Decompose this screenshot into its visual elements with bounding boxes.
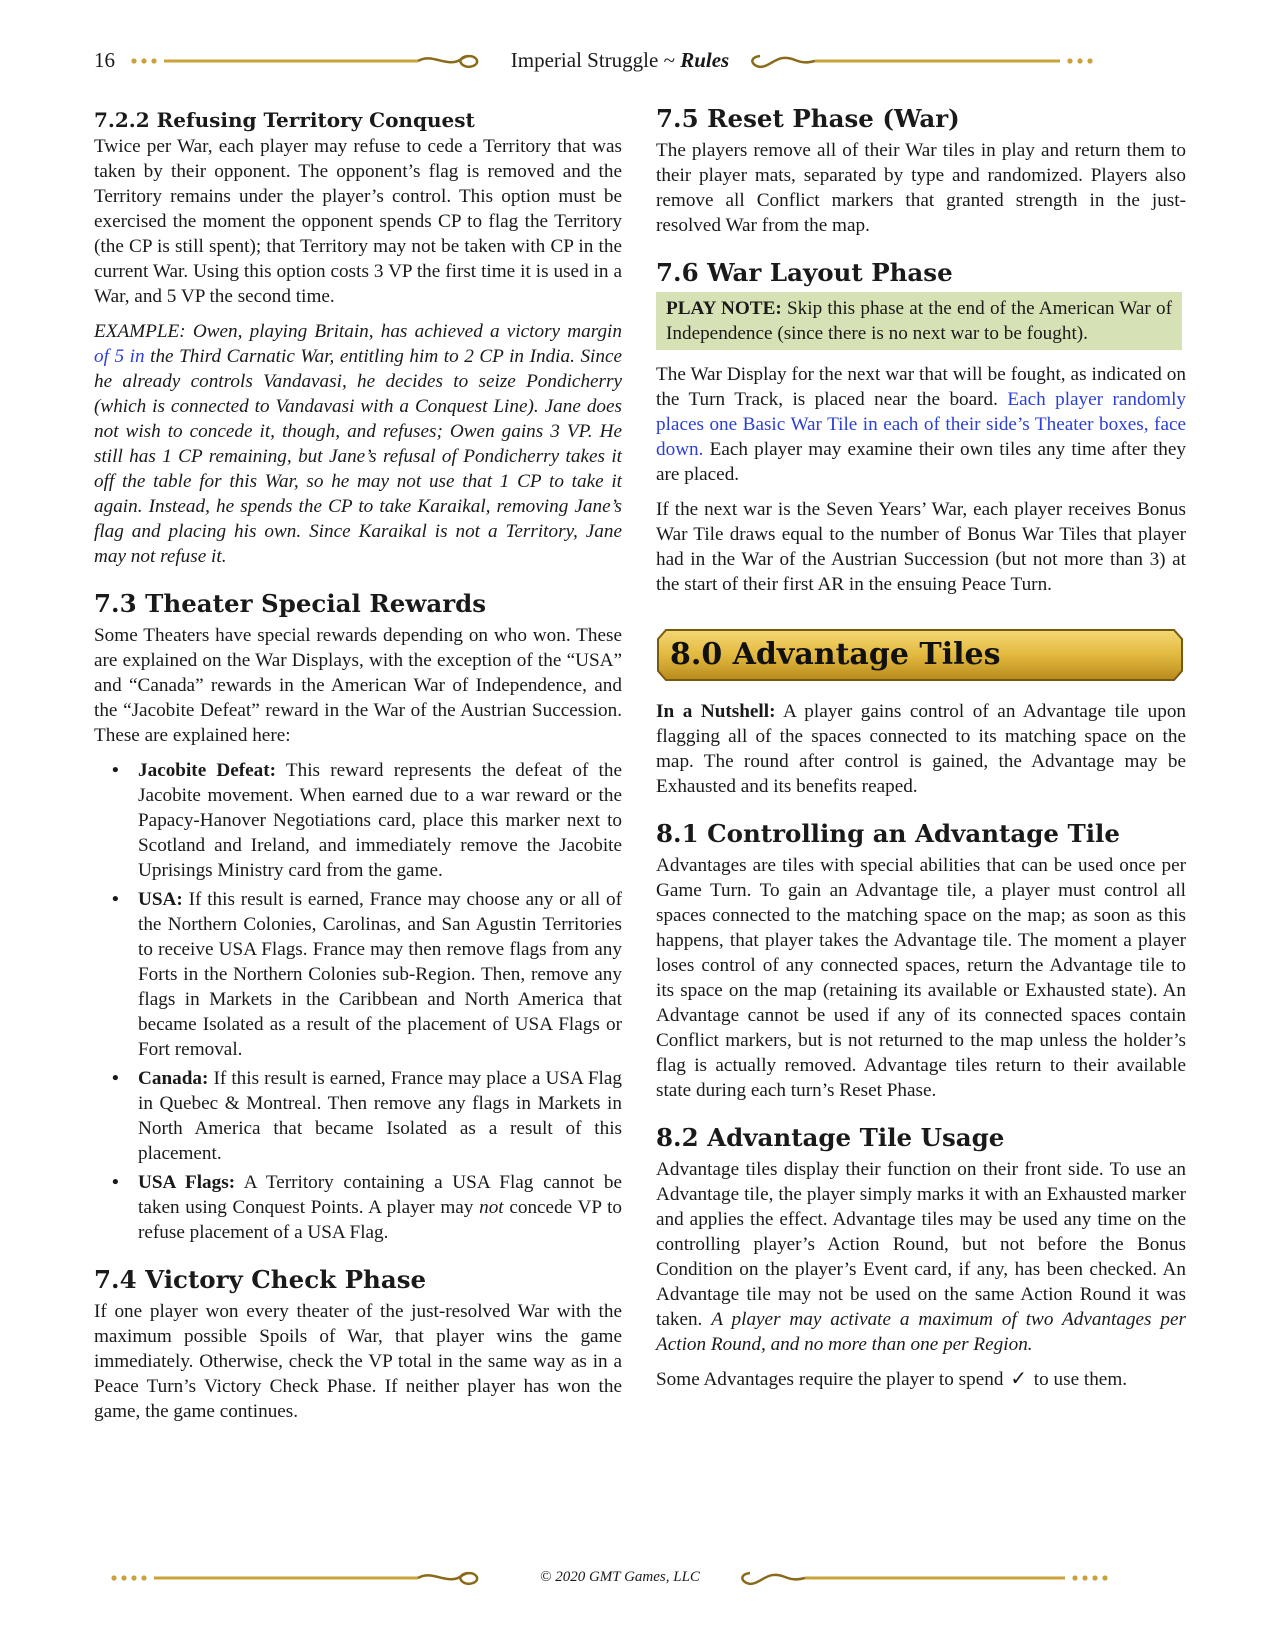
nutshell-text: A player gains control of an Advantage tile upon flagging all of the spaces connected to its matching space on the map. The round after control is gained, the Advantage may be Exhausted and its benefits reaped. (656, 701, 1187, 797)
bullet-dot: • (112, 1068, 119, 1089)
bullet-text-tail: concede VP to refuse placement of a USA Flag. (138, 1197, 622, 1243)
bullet-text: A Territory containing a USA Flag cannot be taken using Conquest Points. A player may (138, 1172, 623, 1218)
bullet-emphasis: not (479, 1197, 504, 1218)
section-7-6-paragraph-2: If the next war is the Seven Years’ War, each player receives Bonus War Tile draws equal to the number of Bonus War Tiles that player had in the War of the Austrian Succession (but not more than 3) at the start of their first AR in the ensuing Peace Turn. (656, 499, 1186, 595)
spend-text-b: to use them. (1028, 1369, 1128, 1390)
nutshell-label: In a Nutshell: (656, 701, 776, 722)
layout-highlight: Each player randomly places one Basic War Tile in each of their side’s Theater boxes, face down. (656, 389, 1186, 460)
section-7-3-body: Some Theaters have special rewards depending on who won. These are explained on the War Displays, with the exception of the “USA” and “Canada” rewards in the American War of Independence, and the “Jacobite Defeat” reward in the War of the Austrian Succession. These are explained here: (94, 625, 622, 746)
list-item (94, 758, 622, 883)
bullet-term: USA: (138, 889, 183, 910)
page-header (90, 40, 1150, 80)
play-note (666, 296, 1172, 346)
section-8-1-body: Advantages are tiles with special abilities that can be used once per Game Turn. To gain an Advantage tile, a player must control all spaces connected to the matching space on the map; as soon as this happens, that player takes the Advantage tile. The moment a player loses control of any connected spaces, return the Advantage tile to its space on the map (retaining its available or Exhausted state). An Advantage cannot be used if any of its connected spaces contain Conflict markers, but is not returned to the map unless the holder’s flag is actually removed. Advantage tiles return to their available state during each turn’s Reset Phase. (656, 855, 1186, 1101)
layout-text-b: Each player may examine their own tiles any time after they are placed. (656, 439, 1186, 485)
list-item (94, 887, 622, 1062)
bullet-term: Jacobite Defeat: (138, 760, 277, 781)
list-item (94, 1066, 622, 1166)
bullet-dot: • (112, 1172, 119, 1193)
list-item (94, 1170, 622, 1245)
section-7-5-body: The players remove all of their War tiles in play and return them to their player mats, separated by type and randomized. Players also remove all Conflict markers that granted strength in the just-resolved War from the map. (656, 140, 1186, 236)
right-column (656, 100, 1186, 1402)
example-text-a: EXAMPLE: Owen, playing Britain, has achieved a victory margin (94, 321, 622, 342)
section-7-4-body: If one player won every theater of the just-resolved War with the maximum possible Spoils of War, that player wins the game immediately. Otherwise, check the VP total in the same way as in a Peace Turn’s Victory Check Phase. If neither player has won the game, the game continues. (94, 1301, 622, 1422)
section-7-6-paragraph-1 (656, 362, 1186, 487)
nutshell-paragraph (656, 699, 1186, 799)
page-footer (90, 1565, 1150, 1595)
section-7-2-2-title: 7.2.2 Refusing Territory Conquest (94, 108, 475, 132)
section-7-2-2-body: Twice per War, each player may refuse to cede a Territory that was taken by their opponent. The opponent’s flag is removed and the Territory remains under the player’s control. This option must be exercised the moment the opponent spends CP to flag the Territory (the CP is still spent); that Territory may not be taken with CP in the current War. Using this option costs 3 VP the first time it is used in a War, and 5 VP the second time. (94, 136, 622, 307)
example-highlight: of 5 in (94, 346, 145, 367)
section-8-2-title: 8.2 Advantage Tile Usage (656, 1123, 1005, 1152)
chapter-banner (656, 629, 1186, 681)
bullet-text: If this result is earned, France may place a USA Flag in Quebec & Montreal. Then remove any flags in Markets in North America that became Isolated as a result of this placement. (138, 1068, 622, 1164)
example-paragraph (94, 319, 622, 569)
left-column (94, 100, 622, 1434)
bullet-text: This reward represents the defeat of the Jacobite movement. When earned due to a war reward or the Papacy-Hanover Negotiations card, place this marker next to Scotland and Ireland, and immediately remove the Jacobite Uprisings Ministry card from the game. (138, 760, 622, 881)
bullet-dot: • (112, 760, 119, 781)
page-number: 16 (94, 48, 115, 72)
section-7-5-title: 7.5 Reset Phase (War) (656, 104, 960, 133)
header-ornament-right-icon (740, 50, 1100, 72)
play-note-box (656, 292, 1182, 350)
section-7-6-title: 7.6 War Layout Phase (656, 258, 953, 287)
section-8-2-body (656, 1157, 1186, 1357)
bullet-dot: • (112, 889, 119, 910)
running-title-text: Imperial Struggle ~ (510, 48, 681, 72)
section-8-2-paragraph-2 (656, 1367, 1186, 1392)
bullet-text: If this result is earned, France may choose any or all of the Northern Colonies, Carolinas, and San Agustin Territories to receive USA Flags. France may then remove flags from any Forts in the Northern Colonies sub-Region. Then, remove any flags in Markets in the Caribbean and North America that became Isolated as a result of the placement of USA Flags or Fort removal. (138, 889, 622, 1060)
bullet-term: Canada: (138, 1068, 209, 1089)
layout-text-a: The War Display for the next war that will be fought, as indicated on the Turn Track, is placed near the board. (656, 364, 1186, 410)
section-8-0-title: 8.0 Advantage Tiles (670, 637, 1001, 672)
spend-text-a: Some Advantages require the player to spend (656, 1369, 1009, 1390)
copyright: © 2020 GMT Games, LLC (540, 1569, 700, 1585)
footer-ornament-right-icon (730, 1567, 1110, 1589)
rewards-list (94, 758, 622, 1245)
usage-emphasis: A player may activate a maximum of two Advantages per Action Round, and no more than one per Region. (656, 1309, 1186, 1355)
check-mark-icon: ✓ (1010, 1368, 1027, 1390)
running-title-rules: Rules (680, 48, 730, 72)
example-text-b: the Third Carnatic War, entitling him to 2 CP in India. Since he already controls Vandavasi, he decides to seize Pondicherry (which is connected to Vandavasi with a Conquest Line). Jane does not wish to concede it, though, and refuses; Owen gains 3 VP. He still has 1 CP remaining, but Jane’s refusal of Pondicherry takes it off the table for this War, so he may not use that 1 CP to take it again. Instead, he spends the CP to take Karaikal, removing Jane’s flag and placing his own. Since Karaikal is not a Territory, Jane may not refuse it. (94, 346, 622, 567)
usage-text: Advantage tiles display their function on their front side. To use an Advantage tile, the player simply marks it with an Exhausted marker and applies the effect. Advantage tiles may be used any time on the controlling player’s Action Round, but not before the Bonus Condition on the player’s Event card, if any, has been checked. An Advantage tile may not be used on the same Action Round it was taken. (656, 1159, 1186, 1330)
section-7-3-title: 7.3 Theater Special Rewards (94, 589, 487, 618)
section-8-1-title: 8.1 Controlling an Advantage Tile (656, 819, 1120, 848)
play-note-label: PLAY NOTE: (666, 298, 782, 319)
play-note-text: Skip this phase at the end of the American War of Independence (since there is no next war to be fought). (666, 298, 1173, 344)
section-7-4-title: 7.4 Victory Check Phase (94, 1265, 427, 1294)
bullet-term: USA Flags: (138, 1172, 236, 1193)
